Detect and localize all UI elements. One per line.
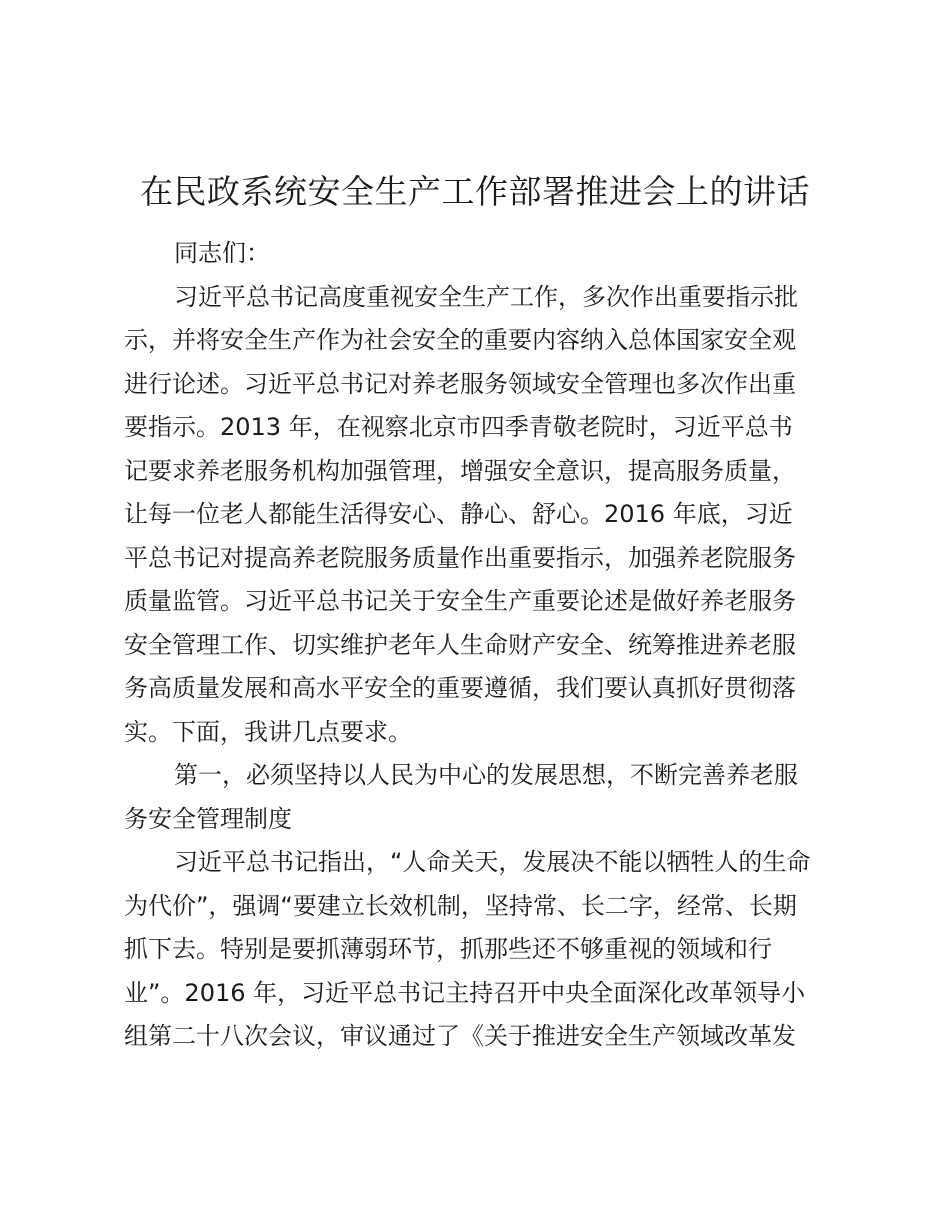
paragraph-line: 务高质量发展和高水平安全的重要遵循，我们要认真抓好贯彻落 [124, 674, 796, 702]
paragraph-line: 安全管理工作、切实维护老年人生命财产安全、统筹推进养老服 [124, 630, 796, 659]
paragraph-line: 要指示。2013 年，在视察北京市四季青敬老院时，习近平总书 [124, 413, 793, 441]
paragraph-line: 习近平总书记高度重视安全生产工作，多次作出重要指示批 [174, 282, 798, 311]
section-heading-line: 务安全管理制度 [124, 804, 292, 833]
section-heading-line: 第一，必须坚持以人民为中心的发展思想，不断完善养老服 [174, 761, 798, 789]
paragraph-line: 抓下去。特别是要抓薄弱环节，抓那些还不够重视的领域和行 [124, 935, 772, 963]
paragraph-line: 质量监管。习近平总书记关于安全生产重要论述是做好养老服务 [124, 587, 796, 615]
document-body [124, 232, 834, 1059]
paragraph-line: 习近平总书记指出，“人命关天，发展决不能以牺牲人的生命 [174, 848, 811, 876]
paragraph-line: 实。下面，我讲几点要求。 [124, 717, 412, 746]
paragraph-line: 让每一位老人都能生活得安心、静心、舒心。2016 年底，习近 [124, 500, 793, 528]
salutation-line: 同志们： [174, 239, 270, 267]
paragraph-line: 为代价”，强调“要建立长效机制，坚持常、长二字，经常、长期 [124, 891, 797, 920]
paragraph-line: 示，并将安全生产作为社会安全的重要内容纳入总体国家安全观 [124, 326, 796, 354]
document-title: 在民政系统安全生产工作部署推进会上的讲话 [140, 172, 810, 211]
paragraph-line: 组第二十八次会议，审议通过了《关于推进安全生产领域改革发 [124, 1022, 796, 1050]
paragraph-line: 记要求养老服务机构加强管理，增强安全意识，提高服务质量， [124, 456, 796, 485]
paragraph-line: 进行论述。习近平总书记对养老服务领域安全管理也多次作出重 [124, 369, 796, 398]
paragraph-line: 业”。2016 年，习近平总书记主持召开中央全面深化改革领导小 [124, 978, 806, 1007]
paragraph-line: 平总书记对提高养老院服务质量作出重要指示，加强养老院服务 [124, 543, 796, 572]
